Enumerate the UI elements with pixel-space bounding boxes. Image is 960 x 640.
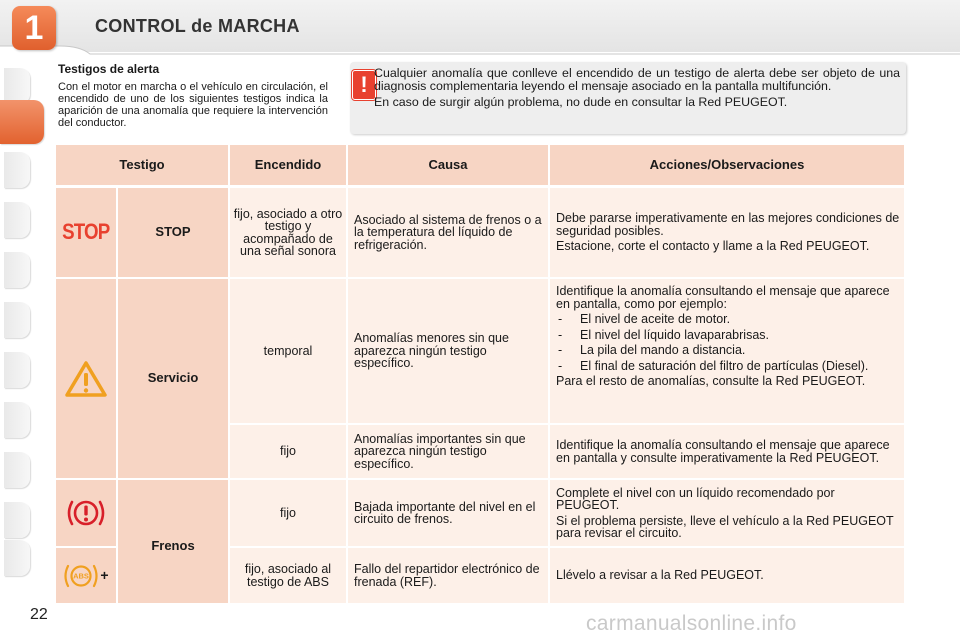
chapter-tab[interactable] [4,452,30,488]
page-number: 22 [30,606,48,623]
abs-causa: Fallo del repartidor electrónico de frenada (REF). [348,548,548,603]
intro-text: Con el motor en marcha o el vehículo en circulación, el encendido de uno de los siguientes testigos indica la aparición de una anomalía que requiere la intervención del conductor. [58,81,328,129]
alert-paragraph: En caso de surgir algún problema, no dude en consultar la Red PEUGEOT. [374,95,788,109]
service-acciones-major: Identifique la anomalía consultando el mensaje que aparece en pantalla y consulte imperativamente la Red PEUGEOT. [550,425,904,478]
brakes-acciones-level [550,480,904,546]
plus-sign: + [100,567,109,584]
chapter-tab[interactable] [4,152,30,188]
stop-accion: Debe pararse imperativamente en las mejores condiciones de seguridad posibles. [556,211,900,238]
stop-causa: Asociado al sistema de frenos o a la temperatura del líquido de refrigeración. [348,188,548,277]
alert-text [374,67,900,113]
chapter-tab[interactable] [4,402,30,438]
abs-acciones: Llévelo a revisar a la Red PEUGEOT. [550,548,904,603]
chapter-tab[interactable] [4,352,30,388]
service-list-item: - La pila del mando a distancia. [558,343,746,357]
column-header-acciones: Acciones/Observaciones [550,145,904,185]
chapter-title: CONTROL de MARCHA [95,16,300,36]
abs-encendido: fijo, asociado al testigo de ABS [230,548,346,603]
service-list-item: - El nivel del líquido lavaparabrisas. [558,327,769,342]
brake-warning-icon [66,497,106,529]
service-accion-intro: Identifique la anomalía consultando el mensaje que aparece en pantalla, como por ejemplo: [556,284,890,311]
chapter-tab[interactable] [4,202,30,238]
brakes-accion: Si el problema persiste, lleve el vehículo a la Red PEUGEOT para revisar el circuito. [556,513,894,540]
service-causa-minor: Anomalías menores sin que aparezca ningún testigo específico. [348,279,548,423]
chapter-tab[interactable] [4,68,30,104]
abs-warning-icon-cell [56,548,116,603]
brakes-name: Frenos [118,480,228,603]
column-header-causa: Causa [348,145,548,185]
service-encendido-temporal: temporal [230,279,346,423]
intro-section [58,62,328,129]
stop-icon: STOP [62,219,110,245]
stop-encendido: fijo, asociado a otro testigo y acompañado de una señal sonora [230,188,346,277]
service-causa-major: Anomalías importantes sin que aparezca ningún testigo específico. [348,425,548,478]
service-list-item: - El nivel de aceite de motor. [558,312,731,326]
stop-acciones [550,188,904,277]
column-header-testigo: Testigo [56,145,228,185]
service-encendido-fijo: fijo [230,425,346,478]
chapter-tab[interactable] [4,540,30,576]
alert-box [350,62,906,134]
brake-warning-icon-cell [56,480,116,546]
svg-text:ABS: ABS [73,571,90,581]
chapter-tab[interactable] [4,302,30,338]
watermark: carmanualsonline.info [586,612,797,635]
stop-name: STOP [118,188,228,277]
header-swoosh [0,44,960,58]
chapter-number-badge: 1 [12,6,56,50]
column-header-encendido: Encendido [230,145,346,185]
stop-accion: Estacione, corte el contacto y llame a la Red PEUGEOT. [556,239,870,254]
service-list-item: - El final de saturación del filtro de partículas (Diesel). [558,358,869,373]
brakes-causa-level: Bajada importante del nivel en el circuito de frenos. [348,480,548,546]
service-accion-outro: Para el resto de anomalías, consulte la Red PEUGEOT. [556,374,866,388]
chapter-tab-active[interactable] [0,100,44,144]
service-warning-icon-cell [56,279,116,478]
service-warning-triangle-icon [64,360,108,398]
service-acciones-minor [550,279,904,423]
brakes-encendido-fijo: fijo [230,480,346,546]
chapter-tab[interactable] [4,502,30,538]
brakes-accion: Complete el nivel con un líquido recomendado por PEUGEOT. [556,485,835,512]
chapter-tabs [0,60,40,580]
alert-paragraph: Cualquier anomalía que conlleve el encendido de un testigo de alerta debe ser objeto de una diagnosis complementaria leyendo el mensaje asociado en la pantalla multifunción. [374,66,900,93]
service-name: Servicio [118,279,228,478]
stop-warning-icon-cell [56,188,116,277]
abs-warning-icon [63,562,99,590]
warning-exclamation-icon: ! [352,70,376,100]
intro-title: Testigos de alerta [58,62,160,76]
chapter-tab[interactable] [4,252,30,288]
